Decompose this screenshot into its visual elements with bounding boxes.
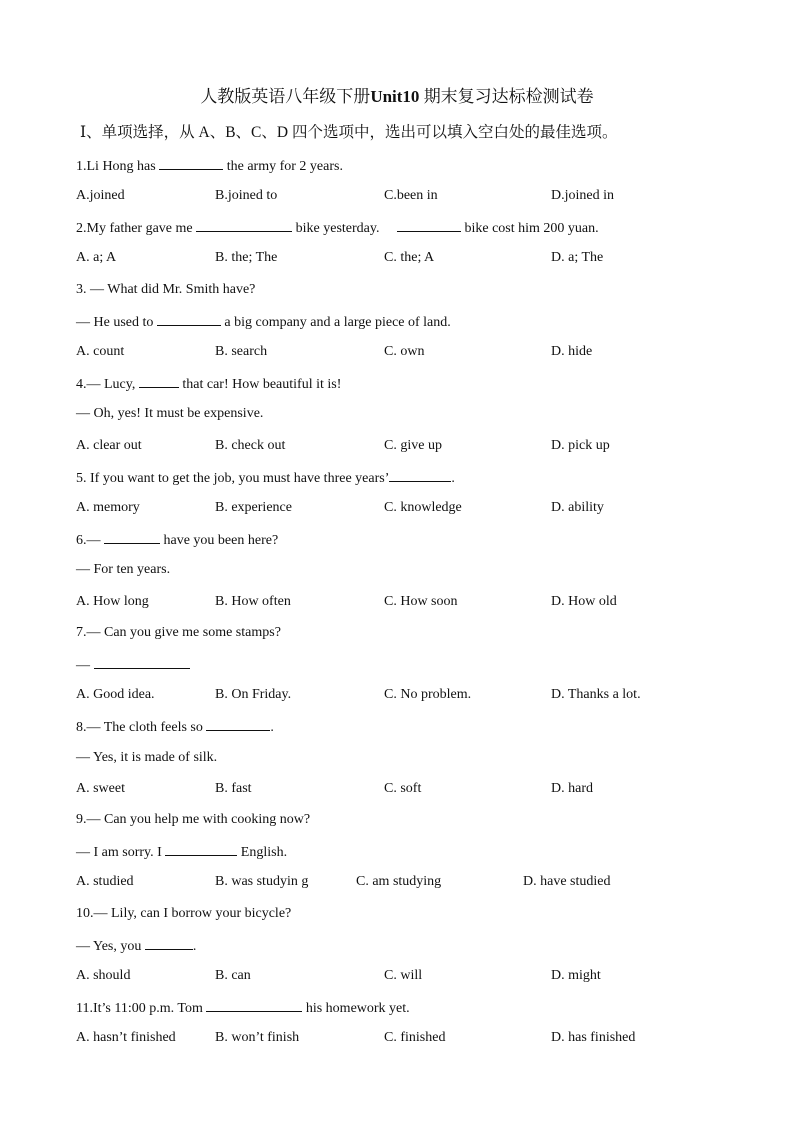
option-d: D. has finished (551, 1030, 636, 1045)
question-text: 1.Li Hong has (76, 159, 160, 174)
title-suffix: 期末复习达标检测试卷 (419, 87, 594, 106)
question-text: that car! How beautiful it is! (178, 377, 342, 392)
option-b: B. fast (215, 781, 252, 796)
option-c: C. own (384, 344, 425, 359)
option-d: D. a; The (551, 250, 604, 265)
question-text: . (451, 471, 455, 486)
option-b: B. can (215, 968, 251, 983)
question-text: 5. If you want to get the job, you must have three years’ (76, 471, 390, 486)
option-a: A. sweet (76, 781, 125, 796)
option-a: A.joined (76, 188, 125, 203)
question-text: 8.— The cloth feels so (76, 720, 207, 735)
option-a: A. a; A (76, 250, 117, 265)
question-line (76, 841, 287, 863)
question-line (76, 311, 451, 333)
question-text: 4.— Lucy, (76, 377, 139, 392)
options-row (0, 966, 794, 986)
option-b: B. On Friday. (215, 687, 292, 702)
question-line (76, 217, 599, 239)
question-text: . (270, 720, 274, 735)
question-text: a big company and a large piece of land. (220, 315, 451, 330)
answer-blank (196, 217, 292, 232)
question-text: 7.— Can you give me some stamps? (76, 625, 281, 640)
option-a: A. should (76, 968, 131, 983)
option-d: D. have studied (523, 874, 611, 889)
answer-blank (165, 841, 237, 856)
question-text: — He used to (76, 315, 157, 330)
question-text: — For ten years. (76, 562, 171, 577)
option-b: B. won’t finish (215, 1030, 300, 1045)
answer-blank (159, 155, 223, 170)
option-b: B. How often (215, 594, 291, 609)
option-c: C. am studying (356, 874, 442, 889)
options-row (0, 872, 794, 892)
question-text: — (76, 658, 94, 673)
question-text: 6.— (76, 533, 104, 548)
question-text: have you been here? (160, 533, 279, 548)
option-d: D. hard (551, 781, 593, 796)
option-d: D. ability (551, 500, 604, 515)
answer-blank (206, 716, 270, 731)
options-row (0, 186, 794, 206)
option-a: A. studied (76, 874, 134, 889)
question-line (76, 404, 263, 424)
question-line (76, 716, 274, 738)
question-line (76, 810, 310, 830)
question-text: 9.— Can you help me with cooking now? (76, 812, 311, 827)
question-line (76, 654, 190, 676)
answer-blank (94, 654, 190, 669)
option-a: A. hasn’t finished (76, 1030, 176, 1045)
question-text: 10.— Lily, can I borrow your bicycle? (76, 906, 292, 921)
title-unit: Unit10 (370, 87, 420, 106)
options-row (0, 248, 794, 268)
page-title (0, 86, 794, 108)
answer-blank (206, 997, 302, 1012)
question-text: 3. — What did Mr. Smith have? (76, 282, 256, 297)
options-row (0, 685, 794, 705)
question-text: English. (237, 845, 288, 860)
question-text: — I am sorry. I (76, 845, 166, 860)
option-d: D. Thanks a lot. (551, 687, 641, 702)
options-row (0, 779, 794, 799)
option-a: A. clear out (76, 438, 142, 453)
question-line (76, 560, 170, 580)
option-c: C. knowledge (384, 500, 462, 515)
options-row (0, 436, 794, 456)
option-a: A. Good idea. (76, 687, 155, 702)
question-text: bike yesterday. (292, 221, 397, 236)
question-line (76, 748, 217, 768)
question-text: — Yes, it is made of silk. (76, 750, 218, 765)
option-a: A. count (76, 344, 125, 359)
option-b: B. was studyin g (215, 874, 309, 889)
option-a: A. How long (76, 594, 149, 609)
options-row (0, 1028, 794, 1048)
option-c: C. finished (384, 1030, 446, 1045)
option-c: C. give up (384, 438, 442, 453)
option-c: C. soft (384, 781, 422, 796)
question-line (76, 997, 410, 1019)
option-d: D. How old (551, 594, 617, 609)
option-b: B.joined to (215, 188, 278, 203)
question-line (76, 904, 291, 924)
answer-blank (389, 467, 451, 482)
question-line (76, 155, 343, 177)
option-d: D. pick up (551, 438, 610, 453)
option-b: B. experience (215, 500, 292, 515)
answer-blank (139, 373, 179, 388)
option-d: D. hide (551, 344, 593, 359)
option-d: D. might (551, 968, 601, 983)
section-heading: Ⅰ、单项选择，从 A、B、C、D 四个选项中，选出可以填入空白处的最佳选项。 (80, 124, 618, 141)
option-b: B. the; The (215, 250, 278, 265)
option-c: C.been in (384, 188, 438, 203)
question-text: the army for 2 years. (223, 159, 343, 174)
title-prefix: 人教版英语八年级下册 (200, 87, 371, 106)
answer-blank (397, 217, 461, 232)
options-row (0, 498, 794, 518)
option-b: B. check out (215, 438, 286, 453)
question-line (76, 935, 196, 957)
option-c: C. the; A (384, 250, 435, 265)
question-line (76, 529, 278, 551)
option-c: C. will (384, 968, 423, 983)
option-b: B. search (215, 344, 268, 359)
answer-blank (157, 311, 221, 326)
question-line (76, 373, 341, 395)
options-row (0, 592, 794, 612)
option-c: C. How soon (384, 594, 458, 609)
answer-blank (104, 529, 160, 544)
question-text: his homework yet. (302, 1001, 410, 1016)
question-text: — Yes, you (76, 939, 145, 954)
option-c: C. No problem. (384, 687, 472, 702)
question-text: bike cost him 200 yuan. (460, 221, 599, 236)
question-text: 11.It’s 11:00 p.m. Tom (76, 1001, 207, 1016)
options-row (0, 342, 794, 362)
option-d: D.joined in (551, 188, 614, 203)
question-line (76, 280, 255, 300)
question-line (76, 467, 455, 489)
answer-blank (145, 935, 193, 950)
question-line (76, 623, 281, 643)
question-text: 2.My father gave me (76, 221, 197, 236)
option-a: A. memory (76, 500, 140, 515)
question-text: . (192, 939, 197, 954)
question-text: — Oh, yes! It must be expensive. (76, 406, 264, 421)
